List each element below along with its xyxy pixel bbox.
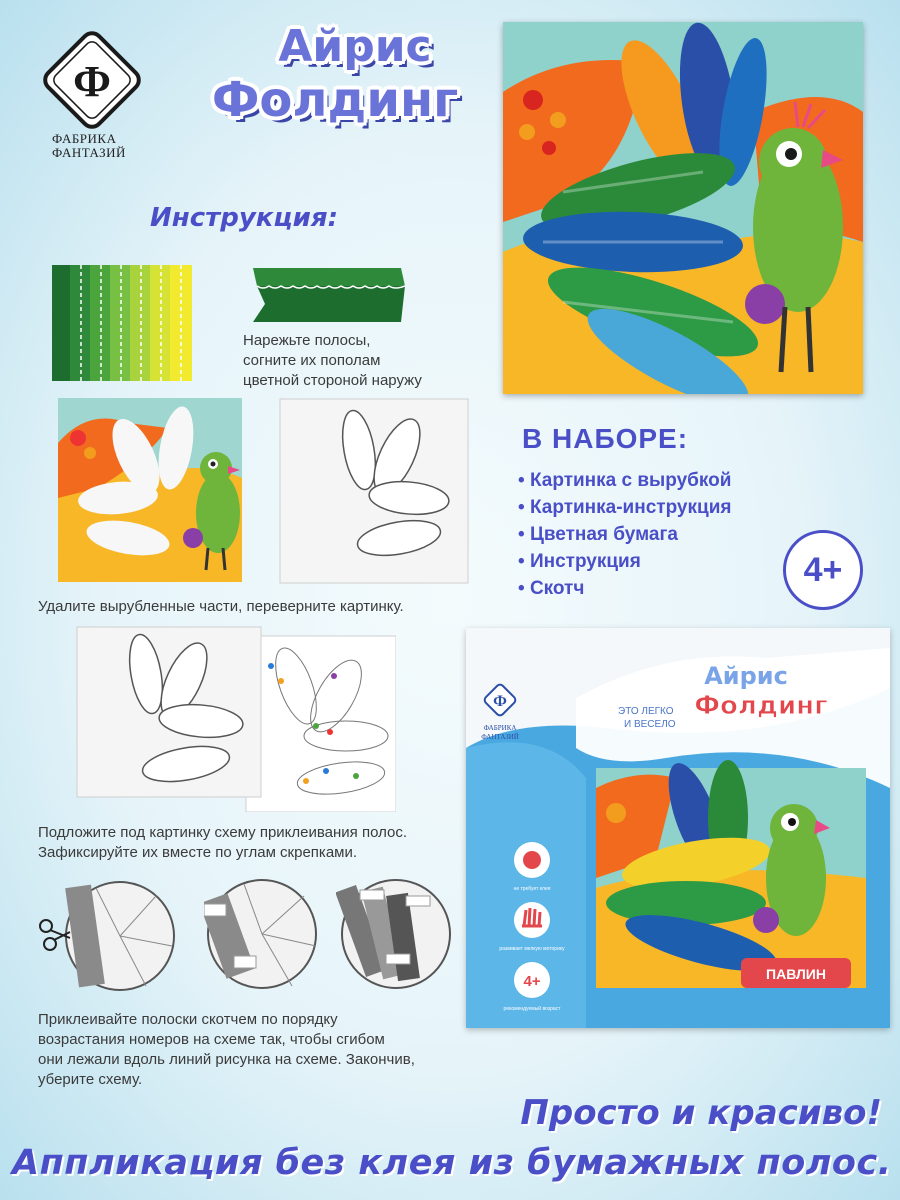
logo-text [52,132,148,160]
box-tagline1: ЭТО ЛЕГКО [618,706,674,717]
kit-item: • Инструкция [518,548,731,575]
step1-caption [243,331,422,391]
box-logo-text1: ФАБРИКА [483,724,517,732]
scheme-overlay-illustration [76,626,396,812]
paper-strips-illustration [52,265,192,381]
logo-text-line2: ФАНТАЗИЙ [52,145,126,160]
box-badge3-age: 4+ [523,973,541,990]
brand-title [185,22,485,128]
finished-peacock-picture [503,22,863,394]
box-title2: Фолдинг [694,691,828,721]
product-box [466,628,890,1028]
product-box-artwork [466,628,890,1028]
slogan-line2: Аппликация без клея из бумажных полос. [12,1143,892,1183]
folded-strip-illustration [253,266,405,324]
brand-logo-icon [40,28,144,132]
brand-title-line1: Айрис [278,21,432,72]
step4-line4: уберите схему. [38,1071,143,1088]
kit-item: • Цветная бумага [518,521,731,548]
slogan-line1: Просто и красиво! [520,1093,882,1133]
box-logo-text2: ФАНТАЗИЙ [481,733,519,741]
box-badge2: развивает мелкую моторику [499,946,565,952]
step4-line2: возрастания номеров на схеме так, чтобы сгибом [38,1031,385,1048]
cut-picture-illustration [58,398,242,582]
step3-line1: Подложите под картинку схему приклеивания полос. [38,824,408,841]
box-logo-letter: Ф [493,693,507,710]
age-badge: 4+ [783,530,863,610]
taping-step2-illustration [204,876,320,992]
step1-line3: цветной стороной наружу [243,372,422,389]
taping-step3-illustration [336,876,456,992]
box-badge1: не требует клея [513,886,551,892]
box-title1: Айрис [704,662,788,690]
step4-caption [38,1010,415,1090]
taping-step1-illustration [36,876,176,992]
step1-line1: Нарежьте полосы, [243,332,371,349]
kit-item: • Скотч [518,575,731,602]
box-tagline2: И ВЕСЕЛО [624,719,676,730]
box-product-label: ПАВЛИН [766,966,826,982]
logo-letter: Ф [73,57,111,106]
picture-back-illustration [279,398,469,584]
brand-title-line2: Фолдинг [211,72,459,128]
peacock-artwork [503,22,863,394]
step1-line2: согните их пополам [243,352,381,369]
kit-list [518,467,731,602]
step2-caption: Удалите вырубленные части, переверните картинку. [38,598,404,615]
kit-item: • Картинка с вырубкой [518,467,731,494]
instructions-heading: Инструкция: [150,203,338,233]
step3-line2: Зафиксируйте их вместе по углам скрепками. [38,844,358,861]
step4-line3: они лежали вдоль линий рисунка на схеме. Закончив, [38,1051,415,1068]
kit-item: • Картинка-инструкция [518,494,731,521]
box-badge3: рекомендуемый возраст [503,1006,561,1012]
step3-caption [38,823,407,863]
step4-line1: Приклеивайте полоски скотчем по порядку [38,1011,338,1028]
kit-heading: В НАБОРЕ: [522,423,689,454]
logo-text-line1: ФАБРИКА [52,131,117,146]
